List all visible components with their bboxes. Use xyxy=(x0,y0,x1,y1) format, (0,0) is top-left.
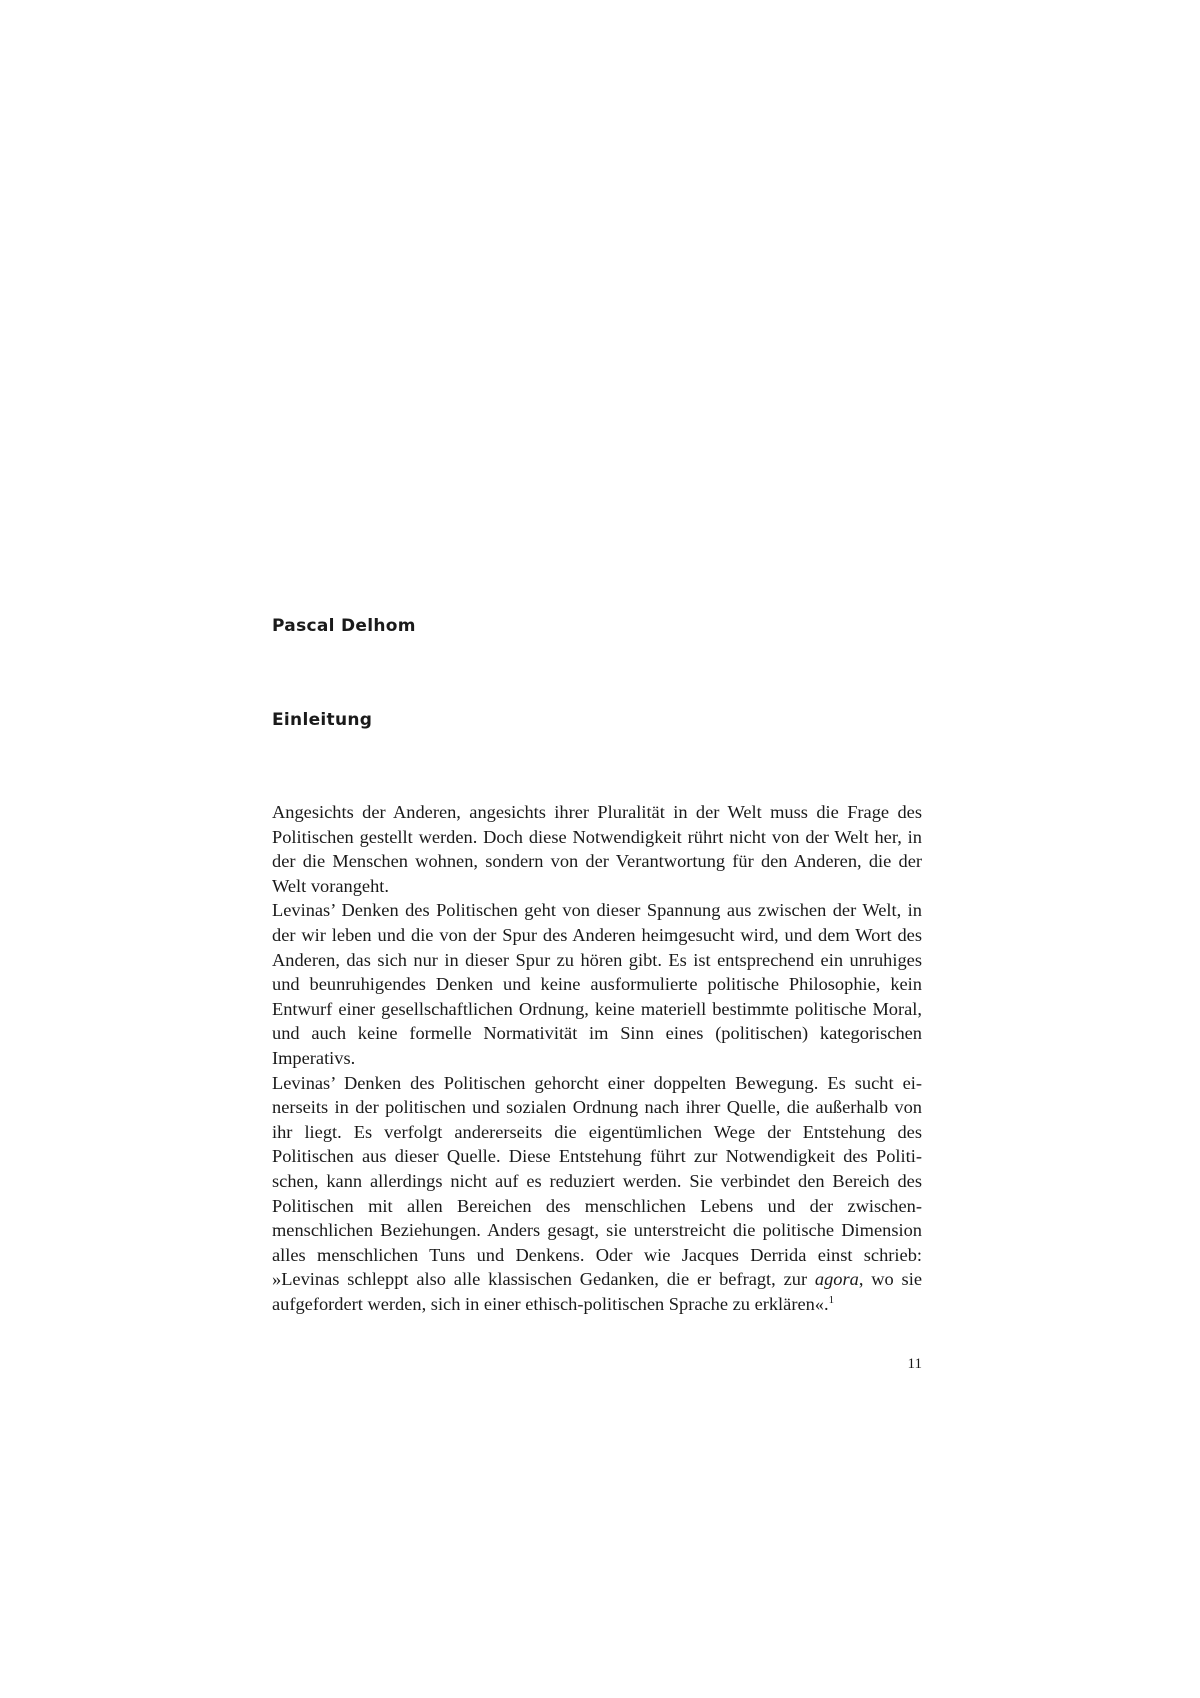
italic-term: agora xyxy=(814,1269,859,1290)
paragraph-3-text-start: Levinas’ Denken des Politischen gehorcht einer doppelten Bewegung. Es sucht einerseits in der politischen und sozialen Ordnung nach ihrer Quelle, die außerhalb von ihr liegt. Es verfolgt andererseits die eigentümlichen Wege der Entstehung des Politischen aus dieser Quelle. Diese Entstehung führt zur Notwendigkeit des Politischen, kann allerdings nicht auf es reduziert werden. Sie verbindet den Bereich des Politischen mit allen Bereichen des menschlichen Lebens und der zwischenmenschlichen Beziehungen. Anders gesagt, sie unterstreicht die politische Dimension alles menschlichen Tuns und Denkens. Oder wie Jacques Derrida einst schrieb: »Levinas schleppt also alle klassischen Gedanken, die er befragt, zur xyxy=(272,1072,922,1290)
chapter-title: Einleitung xyxy=(272,710,373,730)
paragraph-3-text-end: , wo sie aufgefordert werden, sich in einer ethisch-politischen Sprache zu erklären«. xyxy=(272,1269,922,1314)
body-text xyxy=(272,800,922,1316)
footnote-reference[interactable]: 1 xyxy=(828,1293,835,1306)
paragraph-1: Angesichts der Anderen, angesichts ihrer Pluralität in der Welt muss die Frage des Politischen gestellt werden. Doch diese Notwendigkeit rührt nicht von der Welt her, in der die Menschen wohnen, sondern von der Verantwortung für den Anderen, die der Welt vorangeht. xyxy=(272,802,922,896)
paragraph-3 xyxy=(272,1071,922,1317)
paragraph-2: Levinas’ Denken des Politischen geht von dieser Spannung aus zwischen der Welt, in der wir leben und die von der Spur des Anderen heimgesucht wird, und dem Wort des Anderen, das sich nur in dieser Spur zu hören gibt. Es ist entsprechend ein unruhiges und beunruhigendes Denken und keine ausformulierte politische Philosophie, kein Entwurf einer gesellschaftlichen Ordnung, keine materiell bestimmte politische Moral, und auch keine formelle Normativität im Sinn eines (politischen) kategorischen Imperativs. xyxy=(272,900,922,1068)
page-number: 11 xyxy=(907,1356,922,1372)
author-name: Pascal Delhom xyxy=(272,616,416,636)
